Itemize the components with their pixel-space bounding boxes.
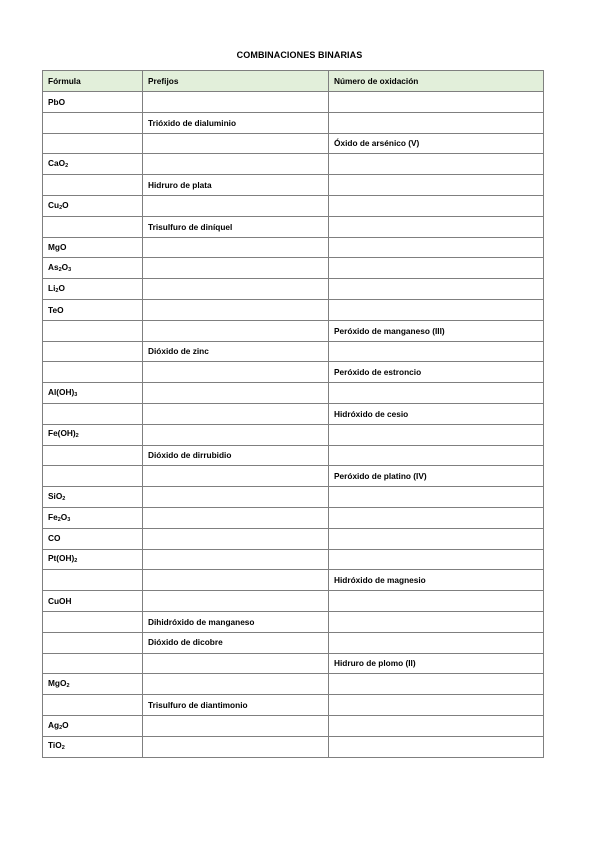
oxidation-name-cell[interactable]: [329, 715, 544, 736]
oxidation-name-cell[interactable]: [329, 528, 544, 549]
oxidation-name-cell[interactable]: [329, 632, 544, 653]
table-row: [43, 424, 544, 445]
oxidation-name-cell[interactable]: Óxido de arsénico (V): [329, 133, 544, 154]
table-row: [43, 383, 544, 404]
table-body: [43, 92, 544, 758]
prefix-name-cell[interactable]: [143, 320, 329, 341]
formula-cell[interactable]: MgO: [43, 237, 143, 258]
oxidation-name-cell[interactable]: [329, 154, 544, 175]
oxidation-name-cell[interactable]: Peróxido de manganeso (III): [329, 320, 544, 341]
oxidation-name-cell[interactable]: [329, 487, 544, 508]
table-row: [43, 216, 544, 237]
formula-cell[interactable]: [43, 632, 143, 653]
table-row: [43, 487, 544, 508]
prefix-name-cell[interactable]: Hidruro de plata: [143, 175, 329, 196]
table-header-row: [43, 71, 544, 92]
table-row: [43, 736, 544, 757]
oxidation-name-cell[interactable]: [329, 299, 544, 320]
oxidation-name-cell[interactable]: [329, 383, 544, 404]
oxidation-name-cell[interactable]: [329, 736, 544, 757]
formula-cell[interactable]: MgO$_2$: [43, 674, 143, 695]
table-row: [43, 154, 544, 175]
oxidation-name-cell[interactable]: Hidróxido de cesio: [329, 403, 544, 424]
oxidation-name-cell[interactable]: [329, 237, 544, 258]
table-row: [43, 653, 544, 674]
table-row: [43, 258, 544, 279]
oxidation-name-cell[interactable]: [329, 591, 544, 612]
prefix-name-cell[interactable]: [143, 674, 329, 695]
formula-cell[interactable]: [43, 112, 143, 133]
prefix-name-cell[interactable]: [143, 528, 329, 549]
table-row: [43, 570, 544, 591]
prefix-name-cell[interactable]: [143, 653, 329, 674]
prefix-name-cell[interactable]: Dióxido de zinc: [143, 341, 329, 362]
table-row: [43, 507, 544, 528]
prefix-name-cell[interactable]: Dihidróxido de manganeso: [143, 611, 329, 632]
prefix-name-cell[interactable]: [143, 154, 329, 175]
formula-cell[interactable]: [43, 466, 143, 487]
prefix-name-cell[interactable]: [143, 237, 329, 258]
oxidation-name-cell[interactable]: [329, 112, 544, 133]
oxidation-name-cell[interactable]: Hidróxido de magnesio: [329, 570, 544, 591]
table-row: [43, 237, 544, 258]
oxidation-name-cell[interactable]: [329, 549, 544, 570]
oxidation-name-cell[interactable]: [329, 695, 544, 716]
table-row: [43, 362, 544, 383]
prefix-name-cell[interactable]: [143, 424, 329, 445]
table-row: [43, 695, 544, 716]
table-row: [43, 632, 544, 653]
table-row: [43, 175, 544, 196]
prefix-name-cell[interactable]: [143, 195, 329, 216]
formula-cell[interactable]: TiO$_2$: [43, 736, 143, 757]
oxidation-name-cell[interactable]: [329, 341, 544, 362]
prefix-name-cell[interactable]: [143, 133, 329, 154]
prefix-name-cell[interactable]: Trisulfuro de diantimonio: [143, 695, 329, 716]
formula-cell[interactable]: CaO$_2$: [43, 154, 143, 175]
formula-cell[interactable]: [43, 133, 143, 154]
table-row: [43, 466, 544, 487]
formula-cell[interactable]: PbO: [43, 92, 143, 113]
table-row: [43, 299, 544, 320]
oxidation-name-cell[interactable]: [329, 424, 544, 445]
table-row: [43, 528, 544, 549]
formula-cell[interactable]: [43, 341, 143, 362]
formula-cell[interactable]: CO: [43, 528, 143, 549]
prefix-name-cell[interactable]: [143, 736, 329, 757]
formula-cell[interactable]: $Cu_2O$: [43, 195, 143, 216]
formula-cell[interactable]: $Ag_2O$: [43, 715, 143, 736]
formula-cell[interactable]: $Fe_2O_3$: [43, 507, 143, 528]
formula-cell[interactable]: $Fe(OH)_2$: [43, 424, 143, 445]
formula-cell[interactable]: CuOH: [43, 591, 143, 612]
oxidation-name-cell[interactable]: [329, 195, 544, 216]
oxidation-name-cell[interactable]: [329, 611, 544, 632]
table-row: [43, 279, 544, 300]
formula-cell[interactable]: $Li_2O$: [43, 279, 143, 300]
prefix-name-cell[interactable]: [143, 570, 329, 591]
table-row: [43, 403, 544, 424]
prefix-name-cell[interactable]: [143, 403, 329, 424]
table-row: [43, 445, 544, 466]
formula-cell[interactable]: SiO$_2$: [43, 487, 143, 508]
formula-cell[interactable]: $Al(OH)_3$: [43, 383, 143, 404]
oxidation-name-cell[interactable]: Hidruro de plomo (II): [329, 653, 544, 674]
prefix-name-cell[interactable]: Dióxido de dirrubidio: [143, 445, 329, 466]
prefix-name-cell[interactable]: [143, 507, 329, 528]
formula-cell[interactable]: [43, 445, 143, 466]
table-row: [43, 320, 544, 341]
oxidation-name-cell[interactable]: [329, 175, 544, 196]
prefix-name-cell[interactable]: Trióxido de dialuminio: [143, 112, 329, 133]
formula-cell[interactable]: [43, 611, 143, 632]
table-row: [43, 674, 544, 695]
header-oxidation-number: Número de oxidación: [329, 71, 544, 92]
formula-cell[interactable]: $Pt(OH)_2$: [43, 549, 143, 570]
prefix-name-cell[interactable]: Dióxido de dicobre: [143, 632, 329, 653]
prefix-name-cell[interactable]: [143, 487, 329, 508]
formula-cell[interactable]: [43, 175, 143, 196]
header-prefixes: Prefijos: [143, 71, 329, 92]
oxidation-name-cell[interactable]: [329, 507, 544, 528]
table-row: [43, 341, 544, 362]
oxidation-name-cell[interactable]: [329, 445, 544, 466]
prefix-name-cell[interactable]: [143, 258, 329, 279]
table-row: [43, 611, 544, 632]
formula-cell[interactable]: [43, 570, 143, 591]
formula-cell[interactable]: $As_2O_3$: [43, 258, 143, 279]
table-row: [43, 715, 544, 736]
prefix-name-cell[interactable]: [143, 549, 329, 570]
table-row: [43, 112, 544, 133]
table-row: [43, 92, 544, 113]
oxidation-name-cell[interactable]: [329, 216, 544, 237]
oxidation-name-cell[interactable]: [329, 92, 544, 113]
formula-cell[interactable]: TeO: [43, 299, 143, 320]
formula-cell[interactable]: [43, 320, 143, 341]
prefix-name-cell[interactable]: [143, 591, 329, 612]
compounds-table: [42, 70, 544, 758]
table-row: [43, 549, 544, 570]
prefix-name-cell[interactable]: [143, 92, 329, 113]
prefix-name-cell[interactable]: [143, 279, 329, 300]
oxidation-name-cell[interactable]: Peróxido de estroncio: [329, 362, 544, 383]
oxidation-name-cell[interactable]: Peróxido de platino (IV): [329, 466, 544, 487]
formula-cell[interactable]: [43, 403, 143, 424]
header-formula: Fórmula: [43, 71, 143, 92]
page-title: COMBINACIONES BINARIAS: [236, 50, 363, 60]
formula-cell[interactable]: [43, 695, 143, 716]
oxidation-name-cell[interactable]: [329, 279, 544, 300]
prefix-name-cell[interactable]: Trisulfuro de diníquel: [143, 216, 329, 237]
table-row: [43, 195, 544, 216]
oxidation-name-cell[interactable]: [329, 674, 544, 695]
formula-cell[interactable]: [43, 362, 143, 383]
prefix-name-cell[interactable]: [143, 383, 329, 404]
prefix-name-cell[interactable]: [143, 466, 329, 487]
formula-cell[interactable]: [43, 216, 143, 237]
prefix-name-cell[interactable]: [143, 715, 329, 736]
prefix-name-cell[interactable]: [143, 299, 329, 320]
oxidation-name-cell[interactable]: [329, 258, 544, 279]
prefix-name-cell[interactable]: [143, 362, 329, 383]
formula-cell[interactable]: [43, 653, 143, 674]
table-row: [43, 591, 544, 612]
table-row: [43, 133, 544, 154]
